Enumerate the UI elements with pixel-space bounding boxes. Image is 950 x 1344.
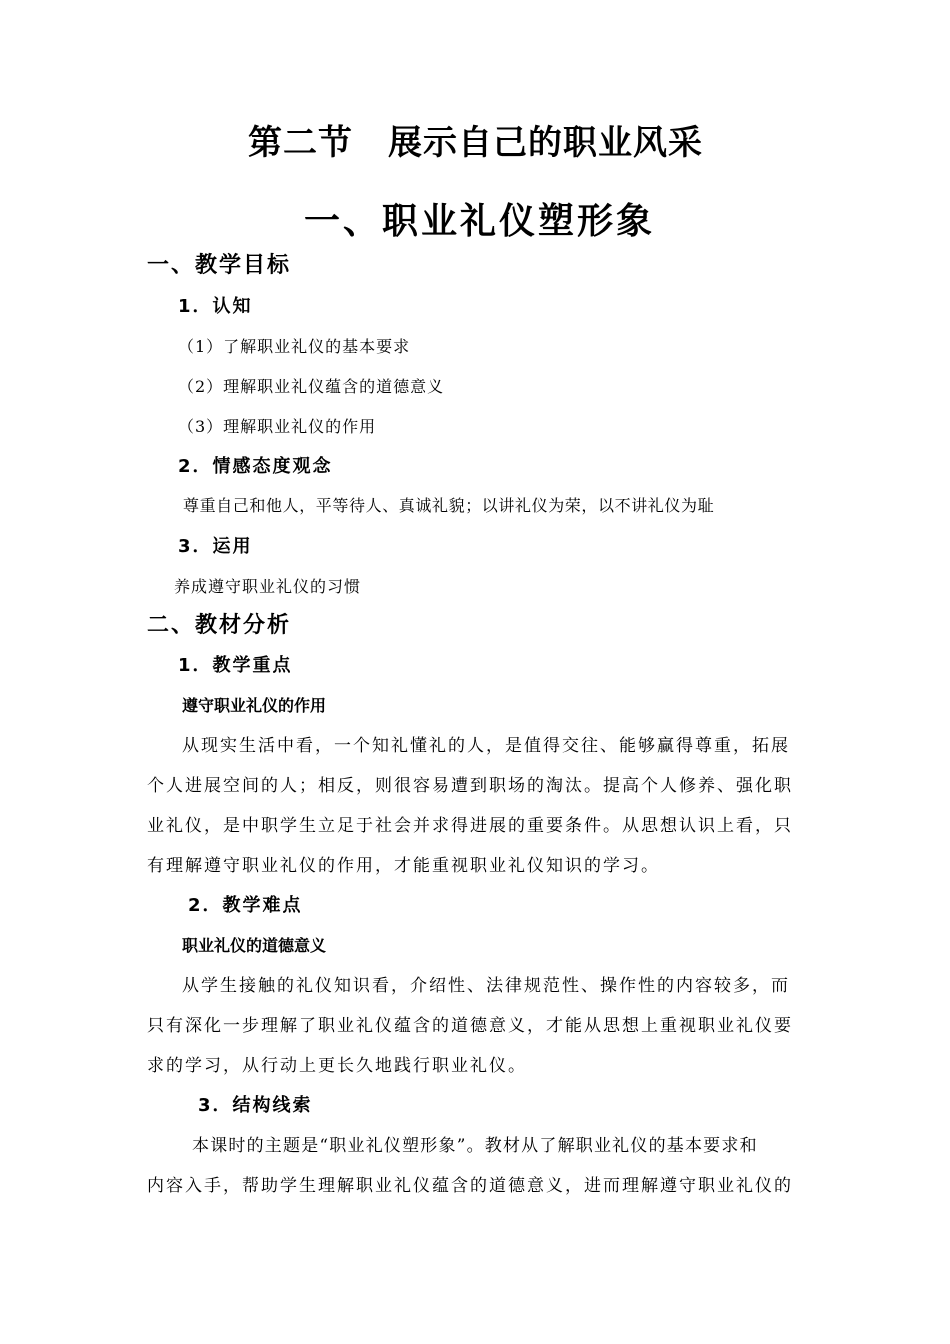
difficult-point-line: 从学生接触的礼仪知识看，介绍性、法律规范性、操作性的内容较多，而 xyxy=(182,976,790,996)
key-point-line: 业礼仪，是中职学生立足于社会并求得进展的重要条件。从思想认识上看，只 xyxy=(147,816,793,836)
heading-cognition: 1．认知 xyxy=(178,296,253,317)
key-point-line: 从现实生活中看，一个知礼懂礼的人，是值得交往、能够赢得尊重，拓展 xyxy=(182,736,790,756)
emotion-text: 尊重自己和他人，平等待人、真诚礼貌；以讲礼仪为荣，以不讲礼仪为耻 xyxy=(183,496,715,515)
key-point-line: 个人进展空间的人；相反，则很容易遭到职场的淘汰。提高个人修养、强化职 xyxy=(147,776,793,796)
difficult-point-line: 只有深化一步理解了职业礼仪蕴含的道德意义，才能从思想上重视职业礼仪要 xyxy=(147,1016,793,1036)
structure-line: 本课时的主题是“职业礼仪塑形象”。教材从了解职业礼仪的基本要求和 xyxy=(192,1136,758,1156)
cognition-item: （2）理解职业礼仪蕴含的道德意义 xyxy=(178,377,445,396)
cognition-item: （1）了解职业礼仪的基本要求 xyxy=(178,337,411,356)
difficult-point-line: 求的学习，从行动上更长久地践行职业礼仪。 xyxy=(147,1056,527,1076)
cognition-item: （3）理解职业礼仪的作用 xyxy=(178,417,377,436)
difficult-point-subheading: 职业礼仪的道德意义 xyxy=(182,936,327,955)
section-title: 第二节 展示自己的职业风采 xyxy=(248,123,703,163)
heading-application: 3．运用 xyxy=(178,536,253,557)
structure-line: 内容入手，帮助学生理解职业礼仪蕴含的道德意义，进而理解遵守职业礼仪的 xyxy=(147,1176,793,1196)
heading-material-analysis: 二、教材分析 xyxy=(147,613,292,638)
key-point-subheading: 遵守职业礼仪的作用 xyxy=(182,696,327,715)
heading-emotion: 2．情感态度观念 xyxy=(178,456,333,477)
key-point-line: 有理解遵守职业礼仪的作用，才能重视职业礼仪知识的学习。 xyxy=(147,856,660,876)
heading-teaching-goals: 一、教学目标 xyxy=(147,253,292,278)
lesson-title: 一、职业礼仪塑形象 xyxy=(304,201,656,242)
heading-difficult-point: 2．教学难点 xyxy=(188,895,303,916)
application-text: 养成遵守职业礼仪的习惯 xyxy=(174,577,362,596)
heading-key-point: 1．教学重点 xyxy=(178,655,293,676)
heading-structure: 3．结构线索 xyxy=(198,1095,313,1116)
